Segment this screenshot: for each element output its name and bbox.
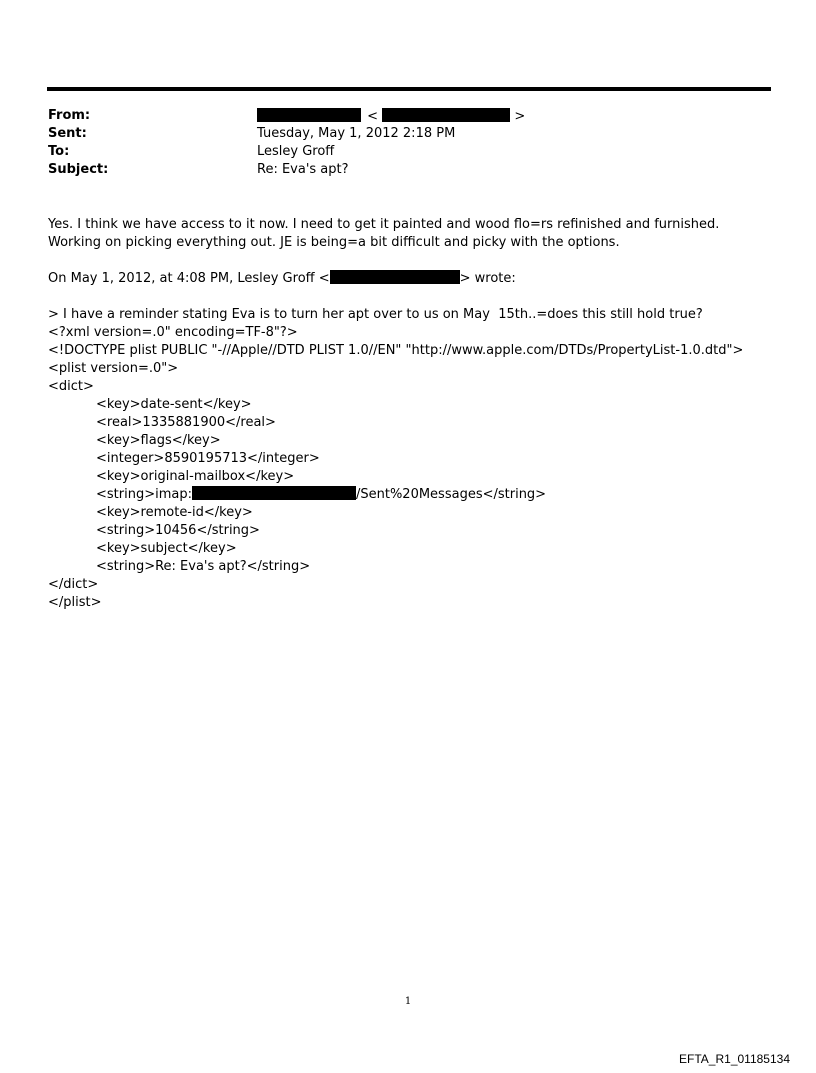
redaction-box: [330, 270, 460, 284]
reply-text: Yes. I think we have access to it now. I need to get it painted and wood flo=rs refinished and furnished. Working on picking everything out. JE is being=a bit difficult and picky with the options.: [48, 217, 724, 250]
to-value: Lesley Groff: [257, 144, 335, 159]
quoted-line: > I have a reminder stating Eva is to turn her apt over to us on May 15th..=does this still hold true?: [48, 307, 703, 322]
value-original-mailbox: [96, 486, 546, 504]
redaction-box: [382, 108, 510, 122]
key-date-sent: <key>date-sent</key>: [96, 397, 252, 412]
sent-label: Sent:: [48, 126, 87, 141]
dict-open: <dict>: [48, 379, 94, 394]
key-original-mailbox: <key>original-mailbox</key>: [96, 469, 295, 484]
redaction-box: [257, 108, 361, 122]
subject-label: Subject:: [48, 162, 109, 177]
from-lt: <: [367, 109, 379, 124]
from-label: From:: [48, 108, 91, 123]
page-number: 1: [404, 996, 412, 1007]
value-date-sent: <real>1335881900</real>: [96, 415, 276, 430]
value-remote-id: <string>10456</string>: [96, 523, 260, 538]
key-remote-id: <key>remote-id</key>: [96, 505, 253, 520]
redaction-box: [192, 486, 356, 500]
plist-close: </plist>: [48, 595, 102, 610]
bates-number: EFTA_R1_01185134: [679, 1052, 790, 1066]
value-subject: <string>Re: Eva's apt?</string>: [96, 559, 311, 574]
from-gt: >: [514, 109, 526, 124]
xml-declaration: <?xml version=.0" encoding=TF-8"?>: [48, 325, 298, 340]
key-subject: <key>subject</key>: [96, 541, 237, 556]
mailbox-after: /Sent%20Messages</string>: [355, 487, 547, 502]
quote-intro-before: On May 1, 2012, at 4:08 PM, Lesley Groff <: [48, 271, 330, 286]
key-flags: <key>flags</key>: [96, 433, 221, 448]
sent-value: Tuesday, May 1, 2012 2:18 PM: [257, 126, 456, 141]
doctype-line: <!DOCTYPE plist PUBLIC "-//Apple//DTD PLIST 1.0//EN" "http://www.apple.com/DTDs/PropertyList-1.0.dtd">: [48, 343, 744, 358]
subject-value: Re: Eva's apt?: [257, 162, 349, 177]
from-value: [257, 108, 525, 124]
value-flags: <integer>8590195713</integer>: [96, 451, 320, 466]
dict-close: </dict>: [48, 577, 99, 592]
plist-open: <plist version=.0">: [48, 361, 179, 376]
header-rule: [47, 87, 771, 91]
mailbox-before: <string>imap:: [96, 487, 192, 502]
quote-intro-after: > wrote:: [459, 271, 516, 286]
quote-intro: [48, 270, 516, 288]
to-label: To:: [48, 144, 70, 159]
